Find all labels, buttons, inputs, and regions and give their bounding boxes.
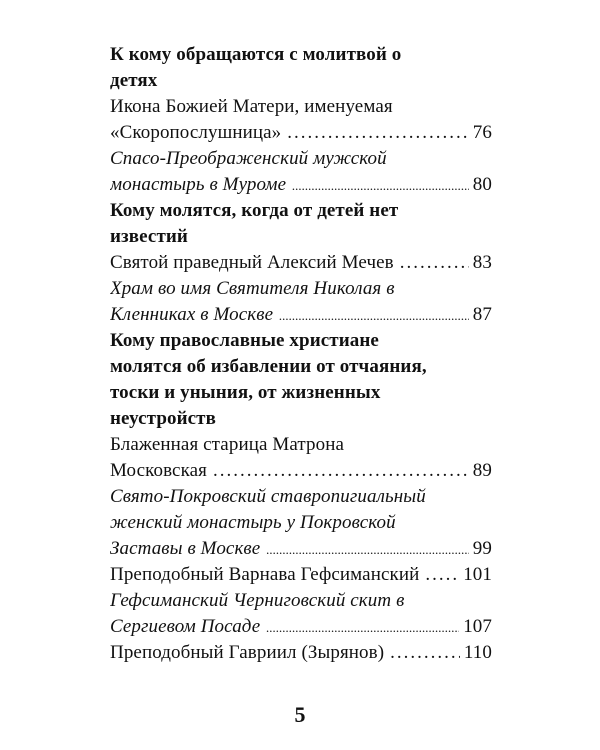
toc-entry-last-line [110, 458, 492, 484]
toc-page-number: 80 [472, 174, 492, 195]
dot-leader [425, 562, 459, 588]
toc-entry[interactable] [110, 146, 492, 198]
toc-entry-line: женский монастырь у Покровской [110, 512, 396, 533]
toc-heading-line: К кому обращаются с молитвой о [110, 44, 402, 65]
toc-entry-last-line [110, 172, 492, 198]
toc-entry-last-line [110, 614, 492, 640]
toc-entry-line: Свято-Покровский ставропигиальный [110, 486, 426, 507]
toc-page-number: 101 [463, 564, 492, 585]
toc-page-number: 110 [463, 642, 492, 663]
toc-page-number: 89 [472, 460, 492, 481]
toc-page-number: 87 [472, 304, 492, 325]
toc-entry[interactable] [110, 432, 492, 484]
toc-page-number: 76 [472, 122, 492, 143]
toc-heading-line: Кому молятся, когда от детей нет [110, 200, 399, 221]
page-number: 5 [294, 702, 306, 727]
dot-leader [266, 536, 468, 562]
dot-leader [390, 640, 460, 666]
toc-entry[interactable] [110, 94, 492, 146]
toc-entry-last-line [110, 120, 492, 146]
toc-heading [110, 198, 492, 250]
toc-entry[interactable] [110, 484, 492, 562]
dot-leader [266, 614, 459, 640]
toc-heading-line: Кому православные христиане [110, 330, 379, 351]
toc-entry-line: Блаженная старица Матрона [110, 434, 345, 455]
toc-page-number: 99 [472, 538, 492, 559]
toc-entry-title: Заставы в Москве [110, 538, 261, 559]
dot-leader [279, 302, 469, 328]
toc-page-number: 107 [463, 616, 492, 637]
toc-entry-title: Святой праведный Алексий Мечев [110, 252, 394, 273]
toc-entry[interactable] [110, 276, 492, 328]
toc-entry-line: Спасо-Преображенский мужской [110, 148, 387, 169]
dot-leader [292, 172, 469, 198]
toc-entry[interactable] [110, 640, 492, 666]
toc-entry-title: «Скоропослушница» [110, 122, 282, 143]
toc-entry-line: Гефсиманский Черниговский скит в [110, 590, 405, 611]
toc-entry[interactable] [110, 588, 492, 640]
toc-heading [110, 42, 492, 94]
toc-entry-last-line [110, 562, 492, 588]
toc-entry-last-line [110, 536, 492, 562]
toc-entry-line: Икона Божией Матери, именуемая [110, 96, 393, 117]
toc-heading-line: детях [110, 70, 158, 91]
toc-entry-title: Кленниках в Москве [110, 304, 274, 325]
toc-page-number: 83 [472, 252, 492, 273]
dot-leader [400, 250, 469, 276]
toc-heading-line: неустройств [110, 408, 216, 429]
toc-heading-line: известий [110, 226, 188, 247]
toc-entry[interactable] [110, 562, 492, 588]
toc-entry-title: Московская [110, 460, 208, 481]
toc-entry-line: Храм во имя Святителя Николая в [110, 278, 395, 299]
dot-leader [287, 120, 469, 146]
toc-heading [110, 328, 492, 432]
table-of-contents [110, 42, 492, 666]
toc-entry-title: монастырь в Муроме [110, 174, 287, 195]
toc-entry-title: Преподобный Гавриил (Зырянов) [110, 642, 385, 663]
toc-heading-line: тоски и уныния, от жизненных [110, 382, 381, 403]
toc-entry-last-line [110, 640, 492, 666]
toc-entry-last-line [110, 250, 492, 276]
toc-entry-title: Преподобный Варнава Гефсиманский [110, 564, 420, 585]
toc-entry-title: Сергиевом Посаде [110, 616, 261, 637]
toc-entry-last-line [110, 302, 492, 328]
toc-heading-line: молятся об избавлении от отчаяния, [110, 356, 427, 377]
dot-leader [213, 458, 469, 484]
toc-entry[interactable] [110, 250, 492, 276]
